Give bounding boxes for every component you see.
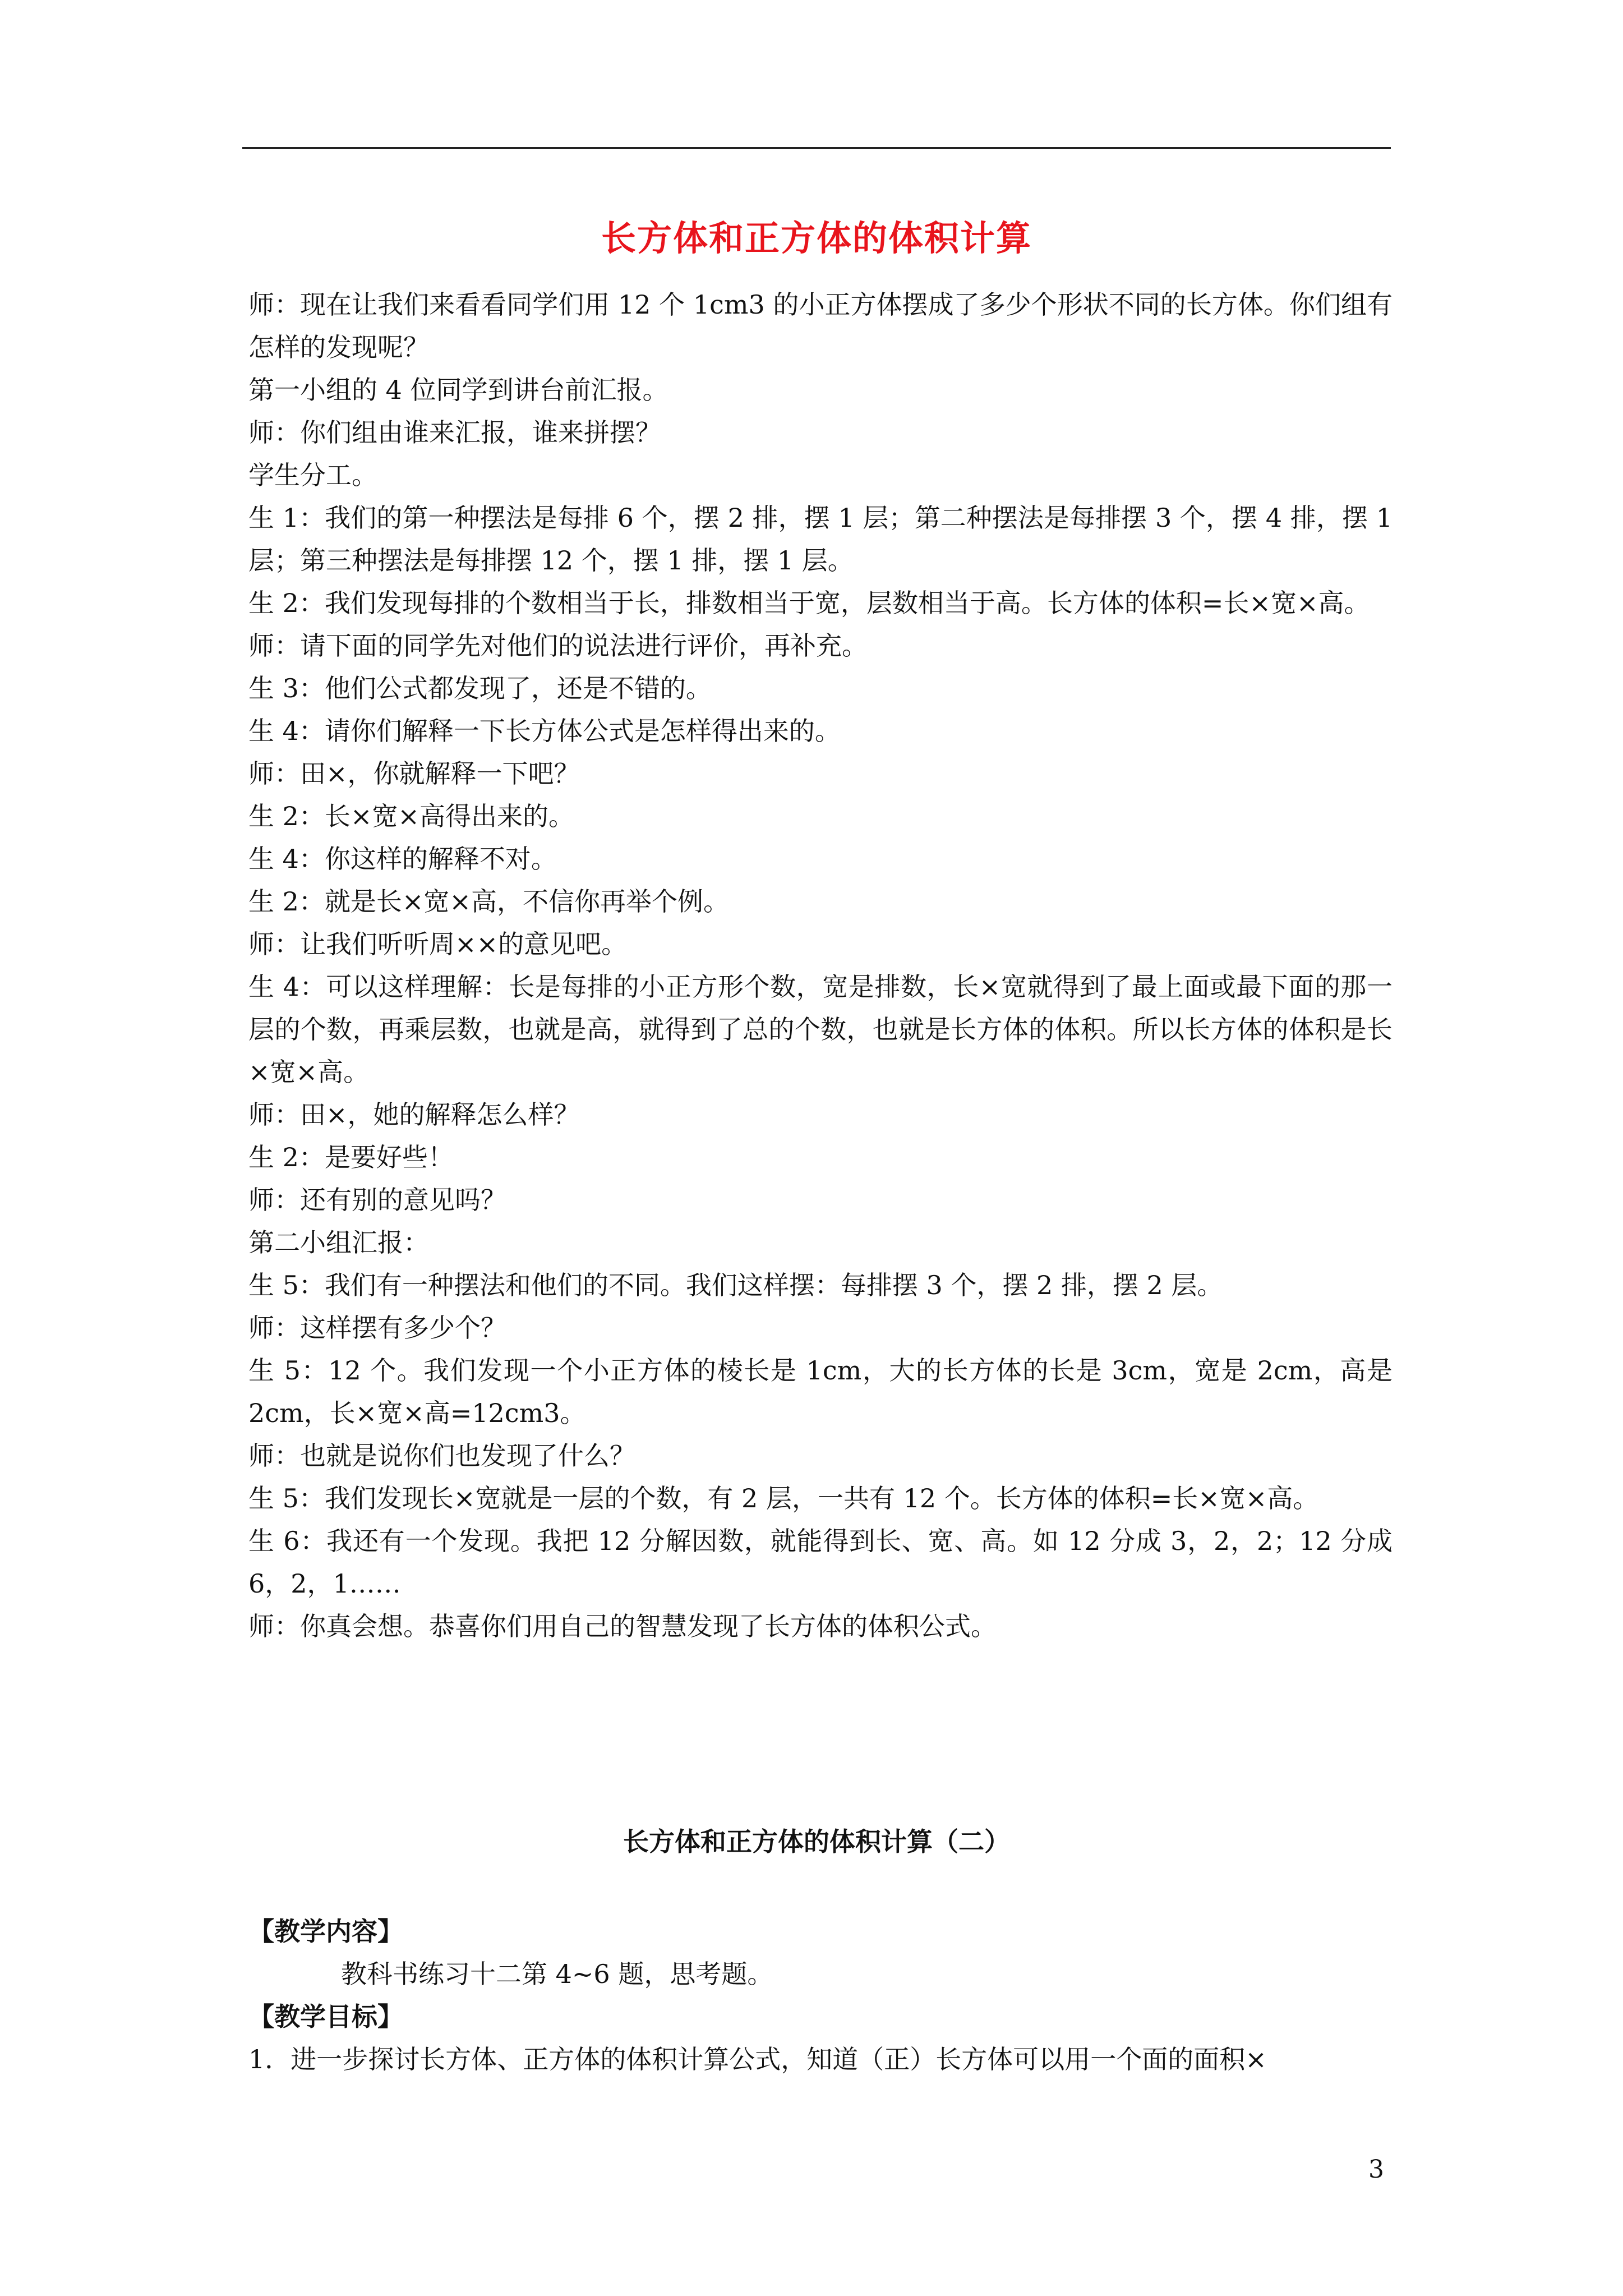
- page-number: 3: [1368, 2155, 1384, 2184]
- section-heading: 【教学目标】: [248, 2001, 403, 2032]
- paragraph: 生 5：12 个。我们发现一个小正方体的棱长是 1cm，大的长方体的长是 3cm，宽是 2cm，高是 2cm，长×宽×高=12cm3。: [248, 1355, 1393, 1428]
- paragraph: 生 4：你这样的解释不对。: [248, 844, 557, 874]
- paragraph: 第二小组汇报：: [248, 1227, 429, 1258]
- paragraph: 生 5：我们有一种摆法和他们的不同。我们这样摆：每排摆 3 个，摆 2 排，摆 2 层。: [248, 1270, 1223, 1300]
- paragraph: 师：还有别的意见吗？: [248, 1185, 506, 1215]
- paragraph: 生 2：就是长×宽×高，不信你再举个例。: [248, 886, 729, 917]
- paragraph: 生 4：请你们解释一下长方体公式是怎样得出来的。: [248, 716, 841, 746]
- section-text: 教科书练习十二第 4~6 题，思考题。: [341, 1959, 773, 1989]
- paragraph: 生 2：是要好些！: [248, 1142, 454, 1172]
- paragraph: 生 3：他们公式都发现了，还是不错的。: [248, 673, 712, 703]
- paragraph: 生 1：我们的第一种摆法是每排 6 个，摆 2 排，摆 1 层；第二种摆法是每排摆 3 个，摆 4 排，摆 1 层；第三种摆法是每排摆 12 个，摆 1 排，摆 1 层。: [248, 503, 1393, 576]
- paragraph: 学生分工。: [248, 460, 377, 490]
- paragraph: 师：你真会想。恭喜你们用自己的智慧发现了长方体的体积公式。: [248, 1611, 997, 1641]
- paragraph: 师：田×，你就解释一下吧？: [248, 758, 580, 789]
- paragraph: 师：这样摆有多少个？: [248, 1313, 506, 1343]
- section-heading: 【教学内容】: [248, 1916, 403, 1947]
- dialogue-body: [248, 283, 1393, 1648]
- teaching-content-section: [248, 1910, 1393, 2081]
- section-subtitle: 长方体和正方体的体积计算（二）: [623, 1826, 1010, 1857]
- paragraph: 师：你们组由谁来汇报，谁来拼摆？: [248, 417, 661, 448]
- paragraph: 生 6：我还有一个发现。我把 12 分解因数，就能得到长、宽、高。如 12 分成 3，2，2；12 分成 6，2，1……: [248, 1526, 1393, 1599]
- header-rule: [242, 147, 1391, 149]
- paragraph: 师：请下面的同学先对他们的说法进行评价，再补充。: [248, 631, 868, 661]
- paragraph: 师：也就是说你们也发现了什么？: [248, 1441, 635, 1471]
- goal-item: 1．进一步探讨长方体、正方体的体积计算公式，知道（正）长方体可以用一个面的面积×: [248, 2044, 1267, 2074]
- paragraph: 生 5：我们发现长×宽就是一层的个数，有 2 层，一共有 12 个。长方体的体积=长×宽×高。: [248, 1483, 1319, 1513]
- paragraph: 生 4：可以这样理解：长是每排的小正方形个数，宽是排数，长×宽就得到了最上面或最下面的那一层的个数，再乘层数，也就是高，就得到了总的个数，也就是长方体的体积。所以长方体的体积是长×宽×高。: [248, 972, 1393, 1087]
- paragraph: 第一小组的 4 位同学到讲台前汇报。: [248, 375, 668, 405]
- page-title: 长方体和正方体的体积计算: [601, 218, 1032, 259]
- paragraph: 师：让我们听听周××的意见吧。: [248, 929, 628, 959]
- paragraph: 师：田×，她的解释怎么样？: [248, 1099, 580, 1130]
- paragraph: 生 2：我们发现每排的个数相当于长，排数相当于宽，层数相当于高。长方体的体积=长×宽×高。: [248, 588, 1370, 618]
- paragraph: 师：现在让我们来看看同学们用 12 个 1cm3 的小正方体摆成了多少个形状不同的长方体。你们组有怎样的发现呢？: [248, 289, 1393, 362]
- paragraph: 生 2：长×宽×高得出来的。: [248, 801, 574, 831]
